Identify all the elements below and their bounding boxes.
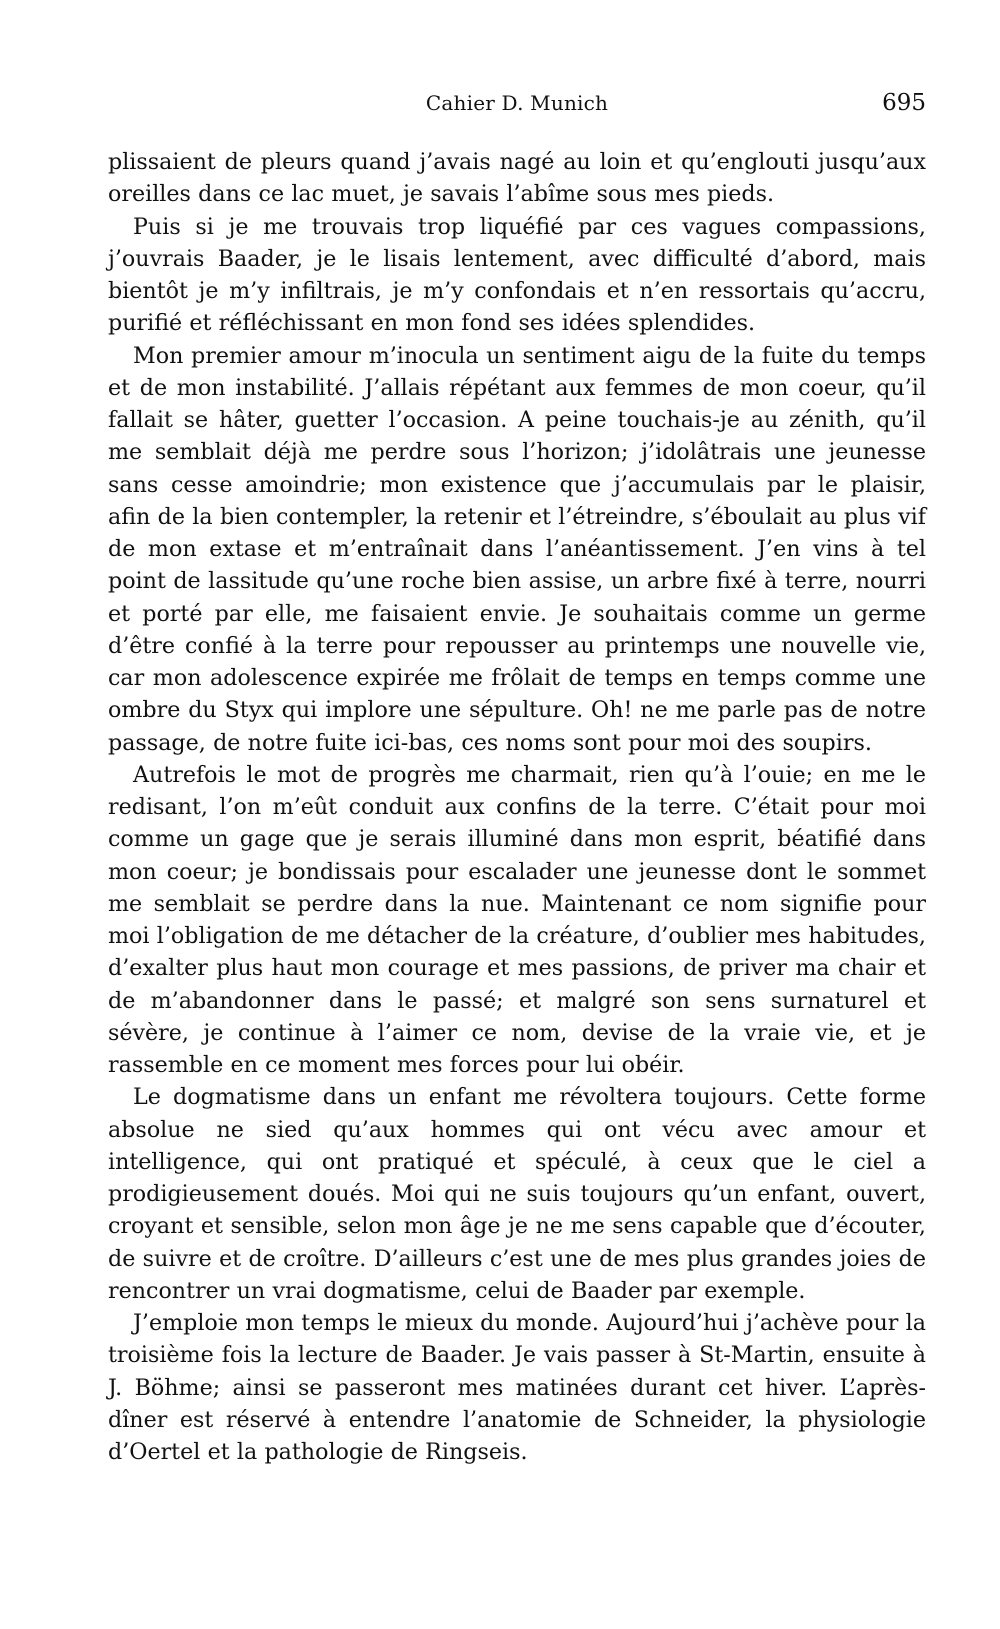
body-text (108, 146, 926, 1468)
paragraph: Puis si je me trouvais trop liquéfié par ces vagues compassions, j’ouvrais Baader, je le lisais lentement, avec difficulté d’abord, mais bientôt je m’y infiltrais, je m’y confondais et n’en ressortais qu’accru, purifié et réfléchissant en mon fond ses idées splendides. (108, 213, 926, 337)
paragraph: J’emploie mon temps le mieux du monde. Aujourd’hui j’achève pour la troisième fois la lecture de Baader. Je vais passer à St-Martin, ensuite à J. Böhme; ainsi se passeront mes matinées durant cet hiver. L’après-dîner est réservé à entendre l’anatomie de Schneider, la physiologie d’Oertel et la pathologie de Ringseis. (108, 1310, 926, 1465)
running-head (108, 88, 926, 118)
paragraph: Le dogmatisme dans un enfant me révoltera toujours. Cette forme absolue ne sied qu’aux hommes qui ont vécu avec amour et intelligence, qui ont pratiqué et spéculé, à ceux que le ciel a prodigieusement doués. Moi qui ne suis toujours qu’un enfant, ouvert, croyant et sensible, selon mon âge je ne me sens capable que d’écouter, de suivre et de croître. D’ailleurs c’est une de mes plus grandes joies de rencontrer un vrai dogmatisme, celui de Baader par exemple. (108, 1084, 926, 1304)
paragraph: Autrefois le mot de progrès me charmait, rien qu’à l’ouie; en me le redisant, l’on m’eût conduit aux confins de la terre. C’était pour moi comme un gage que je serais illuminé dans mon esprit, béatifié dans mon coeur; je bondissais pour escalader une jeunesse dont le sommet me semblait se perdre dans la nue. Maintenant ce nom signifie pour moi l’obligation de me détacher de la créature, d’oublier mes habitudes, d’exalter plus haut mon courage et mes passions, de priver ma chair et de m’abandonner dans le passé; et malgré son sens surnaturel et sévère, je continue à l’aimer ce nom, devise de la vraie vie, et je rassemble en ce moment mes forces pour lui obéir. (108, 761, 926, 1078)
paragraph: Mon premier amour m’inocula un sentiment aigu de la fuite du temps et de mon instabilité. J’allais répétant aux femmes de mon coeur, qu’il fallait se hâter, guetter l’occasion. A peine touchais-je au zénith, qu’il me semblait déjà me perdre sous l’horizon; j’idolâtrais une jeunesse sans cesse amoindrie; mon existence que j’accumulais par le plaisir, afin de la bien contempler, la retenir et l’étreindre, s’éboulait au plus vif de mon extase et m’entraînait dans l’anéantissement. J’en vins à tel point de lassitude qu’une roche bien assise, un arbre fixé à terre, nourri et porté par elle, me faisaient envie. Je souhaitais comme un germe d’être confié à la terre pour repousser au printemps une nouvelle vie, car mon adolescence expirée me frôlait de temps en temps comme une ombre du Styx qui implore une sépulture. Oh! ne me parle pas de notre passage, de notre fuite ici-bas, ces noms sont pour moi des soupirs. (108, 342, 926, 756)
paragraph-continued: plissaient de pleurs quand j’avais nagé au loin et qu’englouti jusqu’aux oreilles dans ce lac muet, je savais l’abîme sous mes pieds. (108, 149, 926, 208)
page-number: 695 (882, 90, 926, 116)
running-title: Cahier D. Munich (425, 91, 609, 115)
